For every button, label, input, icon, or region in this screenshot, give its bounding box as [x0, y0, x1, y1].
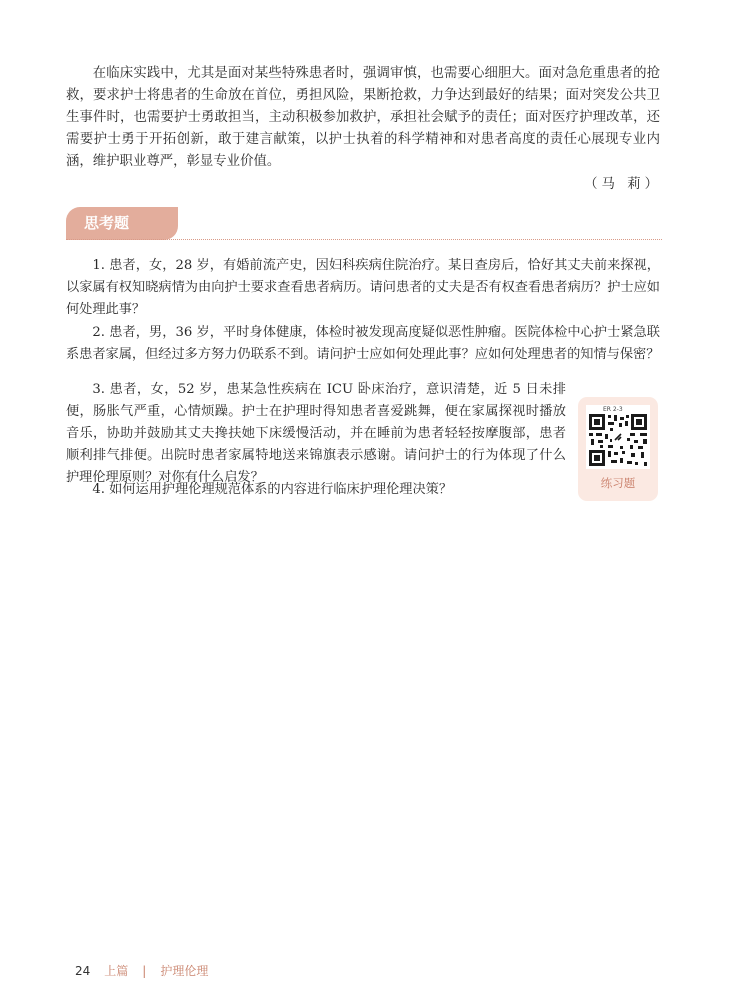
section-title: 思考题	[66, 207, 178, 240]
exercise-qr-card[interactable]	[578, 397, 658, 501]
author-attribution: （马 莉）	[584, 177, 662, 192]
intro-paragraph: 在临床实践中，尤其是面对某些特殊患者时，强调审慎，也需要心细胆大。面对急危重患者的抢救，要求护士将患者的生命放在首位，勇担风险，果断抢救，力争达到最好的结果；面对突发公共卫生事件时，也需要护士勇敢担当，主动积极参加救护，承担社会赋予的责任；面对医疗护理改革，还需要护士勇于开拓创新，敢于建言献策，以护士执着的科学精神和对患者高度的责任心展现专业内涵，维护职业尊严，彰显专业价值。	[66, 66, 660, 169]
page-number: 24	[75, 964, 91, 978]
footer-separator: |	[142, 964, 147, 978]
page-footer	[75, 962, 208, 979]
question-4: 4. 如何运用护理伦理规范体系的内容进行临床护理伦理决策？	[92, 482, 453, 497]
qr-code-icon[interactable]	[586, 405, 650, 469]
question-1: 1. 患者，女，28 岁，有婚前流产史，因妇科疾病住院治疗。某日查房后，恰好其丈夫前来探视，以家属有权知晓病情为由向护士要求查看患者病历。请问患者的丈夫是否有权查看患者病历？护士应如何处理此事？	[66, 258, 660, 317]
qr-code-id: ER 2-3	[603, 406, 623, 413]
section-divider	[66, 239, 662, 240]
question-2: 2. 患者，男，36 岁，平时身体健康，体检时被发现高度疑似恶性肿瘤。医院体检中心护士紧急联系患者家属，但经过多方努力仍联系不到。请问护士应如何处理此事？应如何处理患者的知情与保密？	[66, 325, 660, 362]
question-3: 3. 患者，女，52 岁，患某急性疾病在 ICU 卧床治疗，意识清楚，近 5 日未排便，肠胀气严重，心情烦躁。护士在护理时得知患者喜爱跳舞，便在家属探视时播放音乐，协助并鼓励其丈夫搀扶她下床缓慢活动，并在睡前为患者轻轻按摩腹部，患者顺利排气排便。出院时患者家属特地送来锦旗表示感谢。请问护士的行为体现了什么护理伦理原则？对你有什么启发？	[66, 382, 566, 485]
section-header	[66, 207, 662, 240]
footer-part: 上篇	[104, 964, 129, 978]
exercise-label: 练习题	[600, 476, 636, 490]
footer-chapter: 护理伦理	[160, 964, 209, 978]
